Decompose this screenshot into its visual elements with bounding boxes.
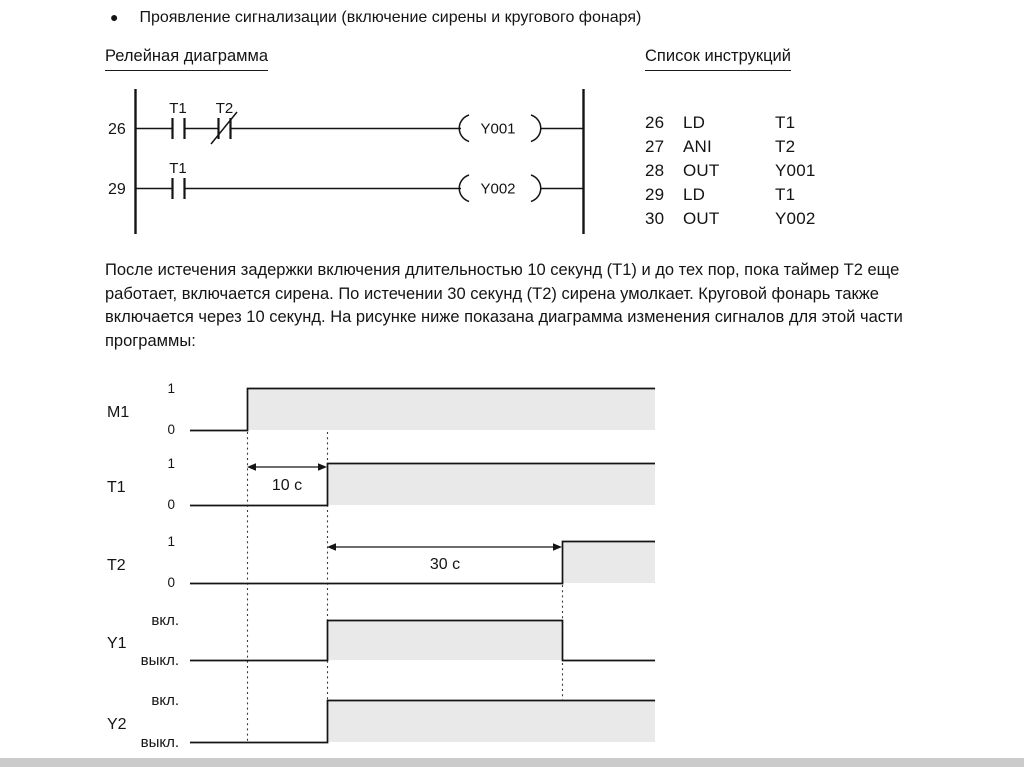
m1-high-region	[247, 388, 655, 430]
rung-number: 26	[108, 121, 126, 138]
instruction-step: 30	[645, 209, 665, 228]
ladder-rung-26	[108, 100, 583, 144]
y1-off-label: выкл.	[140, 652, 179, 669]
coil-right-arc	[531, 175, 541, 202]
description-paragraph: После истечения задержки включения длительностью 10 секунд (T1) и до тех пор, пока таймер T2 еще работает, включается сирена. По истечении 30 секунд (T2) сирена умолкает. Круговой фонарь также включается через 10 секунд. На рисунке ниже показана диаграмма изменения сигналов для этой части программы:	[105, 261, 903, 350]
page-title: Проявление сигнализации (включение сирены и кругового фонаря)	[139, 9, 642, 26]
y2-high-region	[327, 700, 655, 742]
page-bottom-edge	[0, 758, 1024, 767]
signal-name-t2: T2	[107, 557, 126, 574]
signal-names	[107, 404, 129, 733]
delay-10s-annotation	[247, 463, 327, 494]
contact-label: T1	[169, 160, 187, 177]
instruction-step: 26	[645, 113, 665, 132]
t1-high-label: 1	[167, 456, 175, 471]
m1-high-label: 1	[167, 381, 175, 396]
y1-high-region	[327, 620, 562, 660]
contact-label: T1	[169, 100, 187, 117]
timing-diagram	[95, 368, 685, 760]
coil-label: Y002	[480, 180, 516, 198]
instruction-step: 29	[645, 185, 665, 204]
instruction-opcode: OUT	[683, 161, 720, 180]
level-labels	[167, 381, 175, 590]
instruction-row	[645, 111, 816, 135]
delay-30s-label: 30 с	[429, 556, 461, 573]
delay-30s-annotation	[327, 543, 562, 573]
arrowhead-left	[247, 463, 256, 471]
t1-low-label: 0	[167, 497, 175, 512]
instruction-row	[645, 159, 816, 183]
ladder-section-heading: Релейная диаграмма	[105, 47, 268, 71]
instruction-step: 28	[645, 161, 665, 180]
m1-low-label: 0	[167, 422, 175, 437]
instruction-row	[645, 183, 816, 207]
onoff-labels	[141, 612, 179, 751]
signal-name-t1: T1	[107, 479, 126, 496]
instruction-row	[645, 135, 816, 159]
instruction-step: 27	[645, 137, 665, 156]
instruction-operand: Y002	[775, 209, 816, 228]
y2-off-label: выкл.	[140, 734, 179, 751]
coil-right-arc	[531, 115, 541, 142]
signal-name-y2: Y2	[107, 716, 127, 733]
y1-on-label: вкл.	[151, 612, 179, 629]
contact-label: T2	[215, 100, 234, 117]
arrowhead-right	[318, 463, 327, 471]
instruction-opcode: OUT	[683, 209, 720, 228]
instruction-opcode: LD	[683, 113, 706, 132]
ladder-diagram	[100, 85, 600, 240]
page-title-row	[110, 9, 641, 27]
instruction-section-heading: Список инструкций	[645, 47, 791, 71]
delay-10s-label: 10 с	[271, 477, 303, 494]
t1-high-region	[327, 463, 655, 505]
instruction-operand: Y001	[775, 161, 816, 180]
instruction-operand: T2	[775, 137, 796, 156]
bullet-icon: ●	[110, 9, 119, 25]
instruction-list	[645, 111, 816, 231]
instruction-opcode: ANI	[683, 137, 712, 156]
coil-label: Y001	[480, 120, 516, 138]
arrowhead-left	[327, 543, 336, 551]
rung-number: 29	[108, 181, 126, 198]
t2-high-region	[562, 541, 655, 583]
instruction-operand: T1	[775, 113, 796, 132]
ladder-rung-29	[108, 160, 583, 202]
instruction-opcode: LD	[683, 185, 706, 204]
t2-low-label: 0	[167, 575, 175, 590]
arrowhead-right	[553, 543, 562, 551]
signal-name-y1: Y1	[107, 635, 127, 652]
signal-name-m1: M1	[107, 404, 130, 421]
y2-on-label: вкл.	[151, 692, 179, 709]
instruction-row	[645, 207, 816, 231]
instruction-operand: T1	[775, 185, 796, 204]
t2-high-label: 1	[167, 534, 175, 549]
